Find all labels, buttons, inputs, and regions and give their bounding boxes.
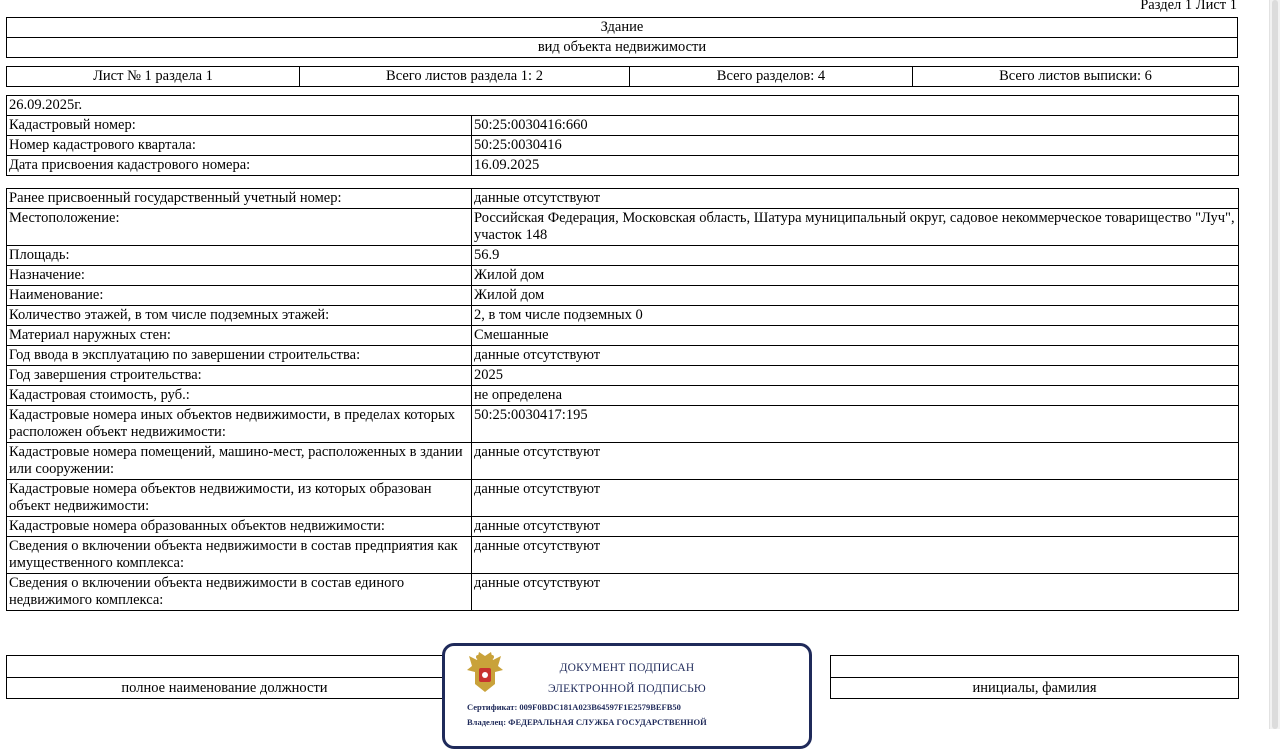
page-label: Раздел 1 Лист 1 [1140, 0, 1237, 13]
field-label: Кадастровые номера объектов недвижимости, из которых образован объект недвижимости: [7, 480, 472, 517]
total-sections: Всего разделов: 4 [630, 67, 913, 87]
property-row [7, 537, 1239, 574]
field-value: 16.09.2025 [472, 156, 1239, 176]
field-label: Кадастровый номер: [7, 116, 472, 136]
property-row [7, 266, 1239, 286]
total-extract-sheets: Всего листов выписки: 6 [913, 67, 1239, 87]
stamp-certificate: Сертификат: 009F0BDC181A023B64597F1E2579BEFB50 [467, 702, 681, 712]
property-row [7, 189, 1239, 209]
property-row [7, 443, 1239, 480]
field-value: данные отсутствуют [472, 574, 1239, 611]
field-label: Сведения о включении объекта недвижимости в состав единого недвижимого комплекса: [7, 574, 472, 611]
field-label: Кадастровая стоимость, руб.: [7, 386, 472, 406]
field-label: Местоположение: [7, 209, 472, 246]
name-caption: инициалы, фамилия [831, 678, 1239, 699]
field-label: Материал наружных стен: [7, 326, 472, 346]
object-name: Здание [7, 18, 1238, 38]
field-value: данные отсутствуют [472, 346, 1239, 366]
field-value: данные отсутствуют [472, 517, 1239, 537]
sheet-number: Лист № 1 раздела 1 [7, 67, 300, 87]
property-row [7, 346, 1239, 366]
cadastral-head-table [6, 95, 1239, 176]
name-field [831, 656, 1239, 678]
field-label: Кадастровые номера образованных объектов недвижимости: [7, 517, 472, 537]
property-row [7, 517, 1239, 537]
object-title-table [6, 17, 1238, 58]
property-row [7, 366, 1239, 386]
electronic-signature-stamp [442, 643, 812, 749]
field-value: 50:25:0030417:195 [472, 406, 1239, 443]
field-value: 2, в том числе подземных 0 [472, 306, 1239, 326]
field-value: Смешанные [472, 326, 1239, 346]
field-value: Российская Федерация, Московская область, Шатура муниципальный округ, садовое некоммерческое товарищество "Луч", участок 148 [472, 209, 1239, 246]
extract-date: 26.09.2025г. [7, 96, 1239, 116]
field-label: Сведения о включении объекта недвижимости в состав предприятия как имущественного комплекса: [7, 537, 472, 574]
scrollbar-thumb[interactable] [1272, 0, 1278, 729]
property-row [7, 246, 1239, 266]
field-value: 50:25:0030416:660 [472, 116, 1239, 136]
field-label: Площадь: [7, 246, 472, 266]
head-row [7, 156, 1239, 176]
field-value: данные отсутствуют [472, 480, 1239, 517]
property-row [7, 306, 1239, 326]
stamp-electronic-text: ЭЛЕКТРОННОЙ ПОДПИСЬЮ [548, 683, 706, 695]
property-row [7, 574, 1239, 611]
field-value: 50:25:0030416 [472, 136, 1239, 156]
field-value: Жилой дом [472, 286, 1239, 306]
field-value: данные отсутствуют [472, 443, 1239, 480]
field-label: Кадастровые номера иных объектов недвижимости, в пределах которых расположен объект недвижимости: [7, 406, 472, 443]
field-label: Дата присвоения кадастрового номера: [7, 156, 472, 176]
field-value: данные отсутствуют [472, 189, 1239, 209]
stamp-signed-text: ДОКУМЕНТ ПОДПИСАН [559, 662, 695, 674]
properties-table [6, 188, 1239, 611]
position-field [7, 656, 443, 678]
field-value: 56.9 [472, 246, 1239, 266]
head-row [7, 136, 1239, 156]
sheet-info-table [6, 66, 1239, 87]
field-label: Количество этажей, в том числе подземных этажей: [7, 306, 472, 326]
property-row [7, 326, 1239, 346]
field-value: 2025 [472, 366, 1239, 386]
stamp-owner: Владелец: ФЕДЕРАЛЬНАЯ СЛУЖБА ГОСУДАРСТВЕННОЙ [467, 717, 707, 727]
field-label: Наименование: [7, 286, 472, 306]
total-section-sheets: Всего листов раздела 1: 2 [300, 67, 630, 87]
field-label: Кадастровые номера помещений, машино-мест, расположенных в здании или сооружении: [7, 443, 472, 480]
property-row [7, 286, 1239, 306]
field-value: данные отсутствуют [472, 537, 1239, 574]
field-label: Год завершения строительства: [7, 366, 472, 386]
property-row [7, 406, 1239, 443]
property-row [7, 480, 1239, 517]
position-caption: полное наименование должности [7, 678, 443, 699]
field-label: Год ввода в эксплуатацию по завершении строительства: [7, 346, 472, 366]
field-label: Назначение: [7, 266, 472, 286]
vertical-scrollbar[interactable] [1269, 0, 1280, 729]
field-label: Ранее присвоенный государственный учетный номер: [7, 189, 472, 209]
object-type-caption: вид объекта недвижимости [7, 38, 1238, 58]
field-value: не определена [472, 386, 1239, 406]
field-value: Жилой дом [472, 266, 1239, 286]
property-row [7, 386, 1239, 406]
head-row [7, 116, 1239, 136]
property-row [7, 209, 1239, 246]
field-label: Номер кадастрового квартала: [7, 136, 472, 156]
